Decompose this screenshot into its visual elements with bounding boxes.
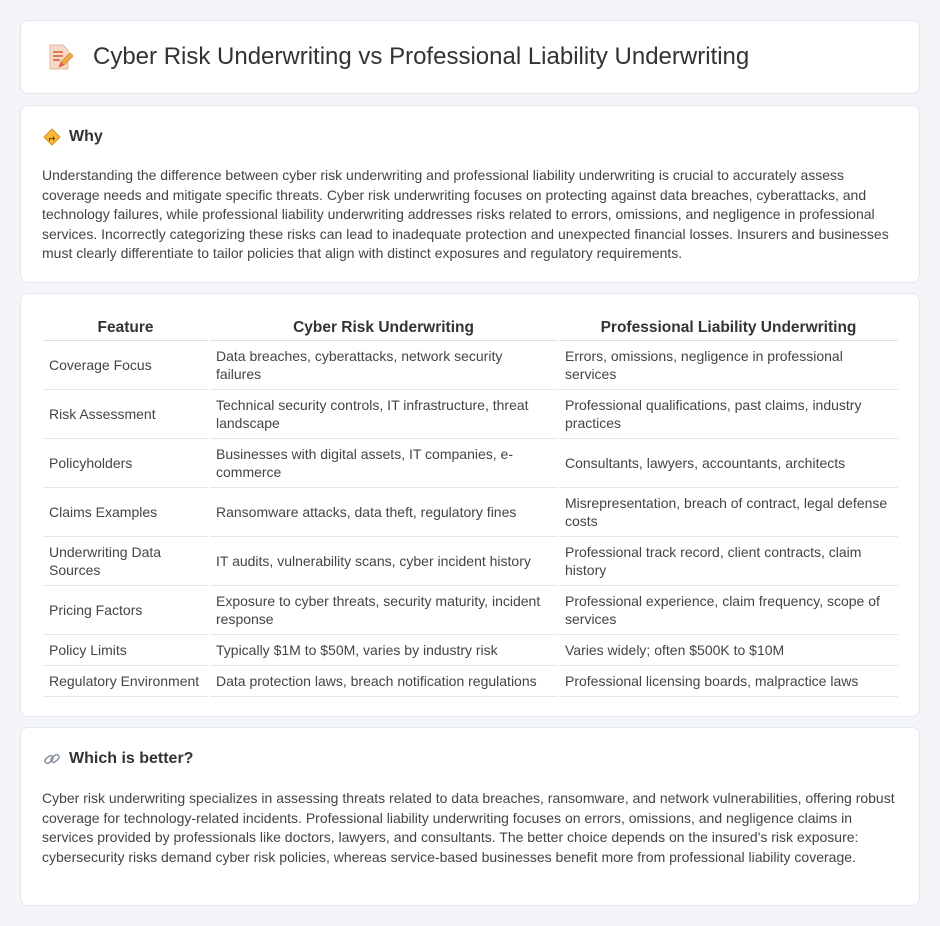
header-feature: Feature [43,314,209,340]
better-heading-row [43,750,193,768]
professional-cell: Professional qualifications, past claims, industry practices [558,389,898,438]
comparison-table-card [20,293,920,717]
professional-cell: Professional licensing boards, malpractice laws [558,665,898,696]
professional-cell: Misrepresentation, breach of contract, legal defense costs [558,487,898,536]
page-title: Cyber Risk Underwriting vs Professional Liability Underwriting [93,43,750,70]
table-row [43,536,898,585]
table-row [43,389,898,438]
professional-cell: Errors, omissions, negligence in professional services [558,340,898,389]
table-header-row [43,314,898,340]
header-cyber: Cyber Risk Underwriting [209,314,558,340]
professional-cell: Varies widely; often $500K to $10M [558,634,898,665]
better-heading: Which is better? [69,750,194,767]
link-icon [43,750,61,768]
cyber-cell: Exposure to cyber threats, security maturity, incident response [209,585,558,634]
table-row [43,487,898,536]
cyber-cell: Technical security controls, IT infrastructure, threat landscape [209,389,558,438]
table-row [43,665,898,696]
document-pencil-icon [47,43,73,71]
header-professional: Professional Liability Underwriting [558,314,898,340]
comparison-table [43,314,898,697]
better-paragraph: Cyber risk underwriting specializes in assessing threats related to data breaches, ransomware, and network vulnerabilities, offering robust coverage for technology-related incidents. Professional liability underwriting focuses on errors, omissions, and negligence claims in services provided by professionals like doctors, lawyers, and consultants. The better choice depends on the insured's risk exposure: cybersecurity risks demand cyber risk policies, whereas service-based businesses benefit more from professional liability coverage. [42,790,895,865]
cyber-cell: Typically $1M to $50M, varies by industry risk [209,634,558,665]
professional-cell: Professional experience, claim frequency, scope of services [558,585,898,634]
professional-cell: Consultants, lawyers, accountants, architects [558,438,898,487]
feature-cell: Policy Limits [43,634,209,665]
professional-cell: Professional track record, client contracts, claim history [558,536,898,585]
title-row [47,43,749,71]
why-section [20,105,920,283]
feature-cell: Risk Assessment [43,389,209,438]
table-row [43,634,898,665]
cyber-cell: Businesses with digital assets, IT companies, e-commerce [209,438,558,487]
feature-cell: Coverage Focus [43,340,209,389]
why-paragraph: Understanding the difference between cyber risk underwriting and professional liability underwriting is crucial to accurately assess coverage needs and mitigate specific threats. Cyber risk underwriting focuses on protecting against data breaches, cyberattacks, and technology failures, while professional liability underwriting addresses risks related to errors, omissions, and negligence in professional services. Incorrectly categorizing these risks can lead to inadequate protection and unexpected financial losses. Insurers and businesses must clearly differentiate to tailor policies that align with distinct exposures and regulatory requirements. [42,167,889,261]
feature-cell: Policyholders [43,438,209,487]
feature-cell: Underwriting Data Sources [43,536,209,585]
table-row [43,438,898,487]
table-row [43,340,898,389]
why-heading: Why [69,128,103,145]
feature-cell: Pricing Factors [43,585,209,634]
feature-cell: Regulatory Environment [43,665,209,696]
which-is-better-section [20,727,920,906]
feature-cell: Claims Examples [43,487,209,536]
diamond-sign-icon [43,128,61,146]
table-row [43,585,898,634]
cyber-cell: Data breaches, cyberattacks, network security failures [209,340,558,389]
why-heading-row [43,128,103,146]
cyber-cell: IT audits, vulnerability scans, cyber incident history [209,536,558,585]
header-card [20,20,920,94]
cyber-cell: Data protection laws, breach notification regulations [209,665,558,696]
cyber-cell: Ransomware attacks, data theft, regulatory fines [209,487,558,536]
